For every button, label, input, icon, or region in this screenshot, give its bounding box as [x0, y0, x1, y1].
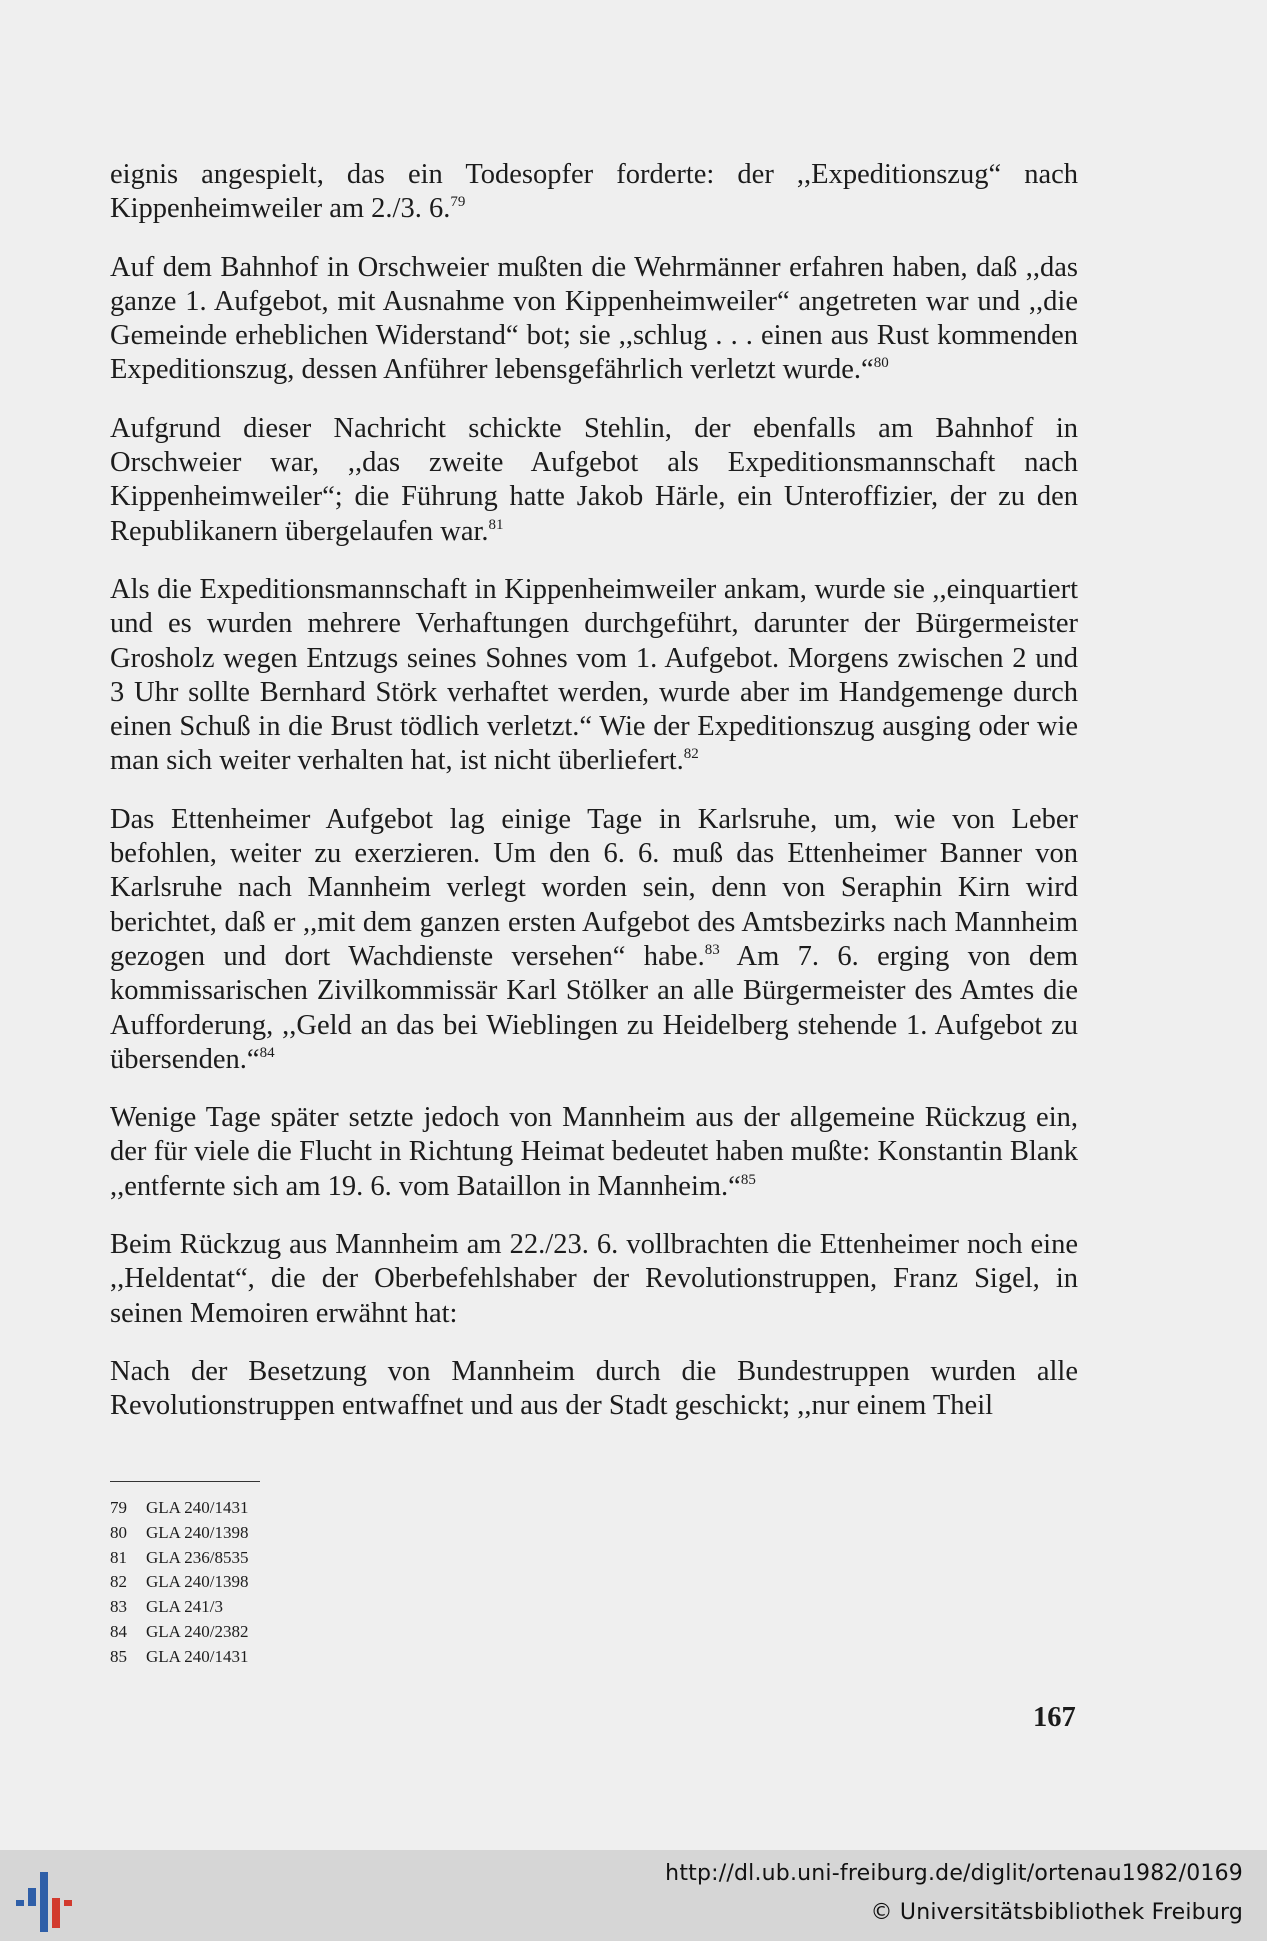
footnote-ref: 81 — [488, 516, 504, 533]
footnote: 83 GLA 241/3 — [110, 1597, 223, 1617]
paragraph: eignis angespielt, das ein Todesopfer forderte: der ,,Expeditionszug“ nach Kippenheimweiler am 2./3. 6.79 — [110, 159, 1078, 225]
footnote: 82 GLA 240/1398 — [110, 1572, 249, 1592]
footnote-ref: 85 — [740, 1171, 756, 1188]
paragraph: Das Ettenheimer Aufgebot lag einige Tage in Karlsruhe, um, wie von Leber befohlen, weiter zu exerzieren. Um den 6. 6. muß das Ettenheimer Banner von Karlsruhe nach Mannheim verlegt worden sein, denn von Seraphin Kirn wird berichtet, daß er ,,mit dem ganzen ersten Aufgebot des Amtsbezirks nach Mannheim gezogen und dort Wachdienste versehen“ habe.$^{83}$ Am 7. 6. erging von dem kommissarischen Zivilkommissär Karl Stölker an alle Bürgermeister des Amtes die Aufforderung, ,,Geld an das bei Wieblingen zu Heidelberg stehende 1. Aufgebot zu übersenden.“$^{84}$ — [110, 803, 1078, 1075]
footnote-ref: 79 — [450, 194, 466, 211]
footnote-ref: 80 — [873, 355, 889, 372]
paragraph: Wenige Tage später setzte jedoch von Mannheim aus der allgemeine Rückzug ein, der für viele die Flucht in Richtung Heimat bedeutet haben mußte: Konstantin Blank ,,entfernte sich am 19. 6. vom Bataillon in Mannheim.“$^{85}$ — [110, 1102, 1078, 1202]
footnote: 81 GLA 236/8535 — [110, 1547, 249, 1567]
paragraph: Aufgrund dieser Nachricht schickte Stehlin, der ebenfalls am Bahnhof in Orschweier war, ,,das zweite Aufgebot als Expeditionsmannschaft nach Kippenheimweiler“; die Führung hatte Jakob Härle, ein Unteroffizier, der zu den Republikanern übergelaufen war.$^{81}$ — [110, 412, 1078, 547]
footnote-ref: 82 — [683, 746, 699, 763]
page-number: 167 — [1033, 1702, 1076, 1733]
footnotes — [110, 1496, 248, 1670]
body-text — [110, 158, 1078, 1448]
footnote: 79 GLA 240/1431 — [110, 1498, 249, 1517]
permalink[interactable]: http://dl.ub.uni-freiburg.de/diglit/ortenau1982/0169 — [665, 1861, 1243, 1886]
footnote: 85 GLA 240/1431 — [110, 1646, 249, 1666]
paragraph: Beim Rückzug aus Mannheim am 22./23. 6. vollbrachten die Ettenheimer noch eine ,,Heldentat“, die der Oberbefehlshaber der Revolutionstruppen, Franz Sigel, in seinen Memoiren erwähnt hat: — [110, 1229, 1078, 1329]
footnote-divider — [110, 1481, 260, 1482]
library-footer — [0, 1850, 1267, 1941]
copyright-notice: © Universitätsbibliothek Freiburg — [870, 1900, 1243, 1925]
footnote-ref: 83 — [704, 941, 720, 958]
footnote: 84 GLA 240/2382 — [110, 1621, 249, 1641]
paragraph: Auf dem Bahnhof in Orschweier mußten die Wehrmänner erfahren haben, daß ,,das ganze 1. Aufgebot, mit Ausnahme von Kippenheimweiler“ angetreten war und ,,die Gemeinde erheblichen Widerstand“ bot; sie ,,schlug . . . einen aus Rust kommenden Expeditionszug, dessen Anführer lebensgefährlich verletzt wurde.“$^{80}$ — [110, 251, 1078, 386]
footnote: 80 GLA 240/1398 — [110, 1522, 249, 1542]
paragraph: Als die Expeditionsmannschaft in Kippenheimweiler ankam, wurde sie ,,einquartiert und es wurden mehrere Verhaftungen durchgeführt, darunter der Bürgermeister Grosholz wegen Entzugs seines Sohnes vom 1. Aufgebot. Morgens zwischen 2 und 3 Uhr sollte Bernhard Störk verhaftet werden, wurde aber im Handgemenge durch einen Schuß in die Brust tödlich verletzt.“ Wie der Expeditionszug ausging oder wie man sich weiter verhalten hat, ist nicht überliefert.$^{82}$ — [110, 573, 1078, 777]
footnote-ref: 84 — [259, 1044, 275, 1061]
ub-freiburg-logo-icon[interactable] — [16, 1872, 78, 1932]
paragraph: Nach der Besetzung von Mannheim durch die Bundestruppen wurden alle Revolutionstruppen entwaffnet und aus der Stadt geschickt; ,,nur einem Theil — [110, 1355, 1078, 1422]
